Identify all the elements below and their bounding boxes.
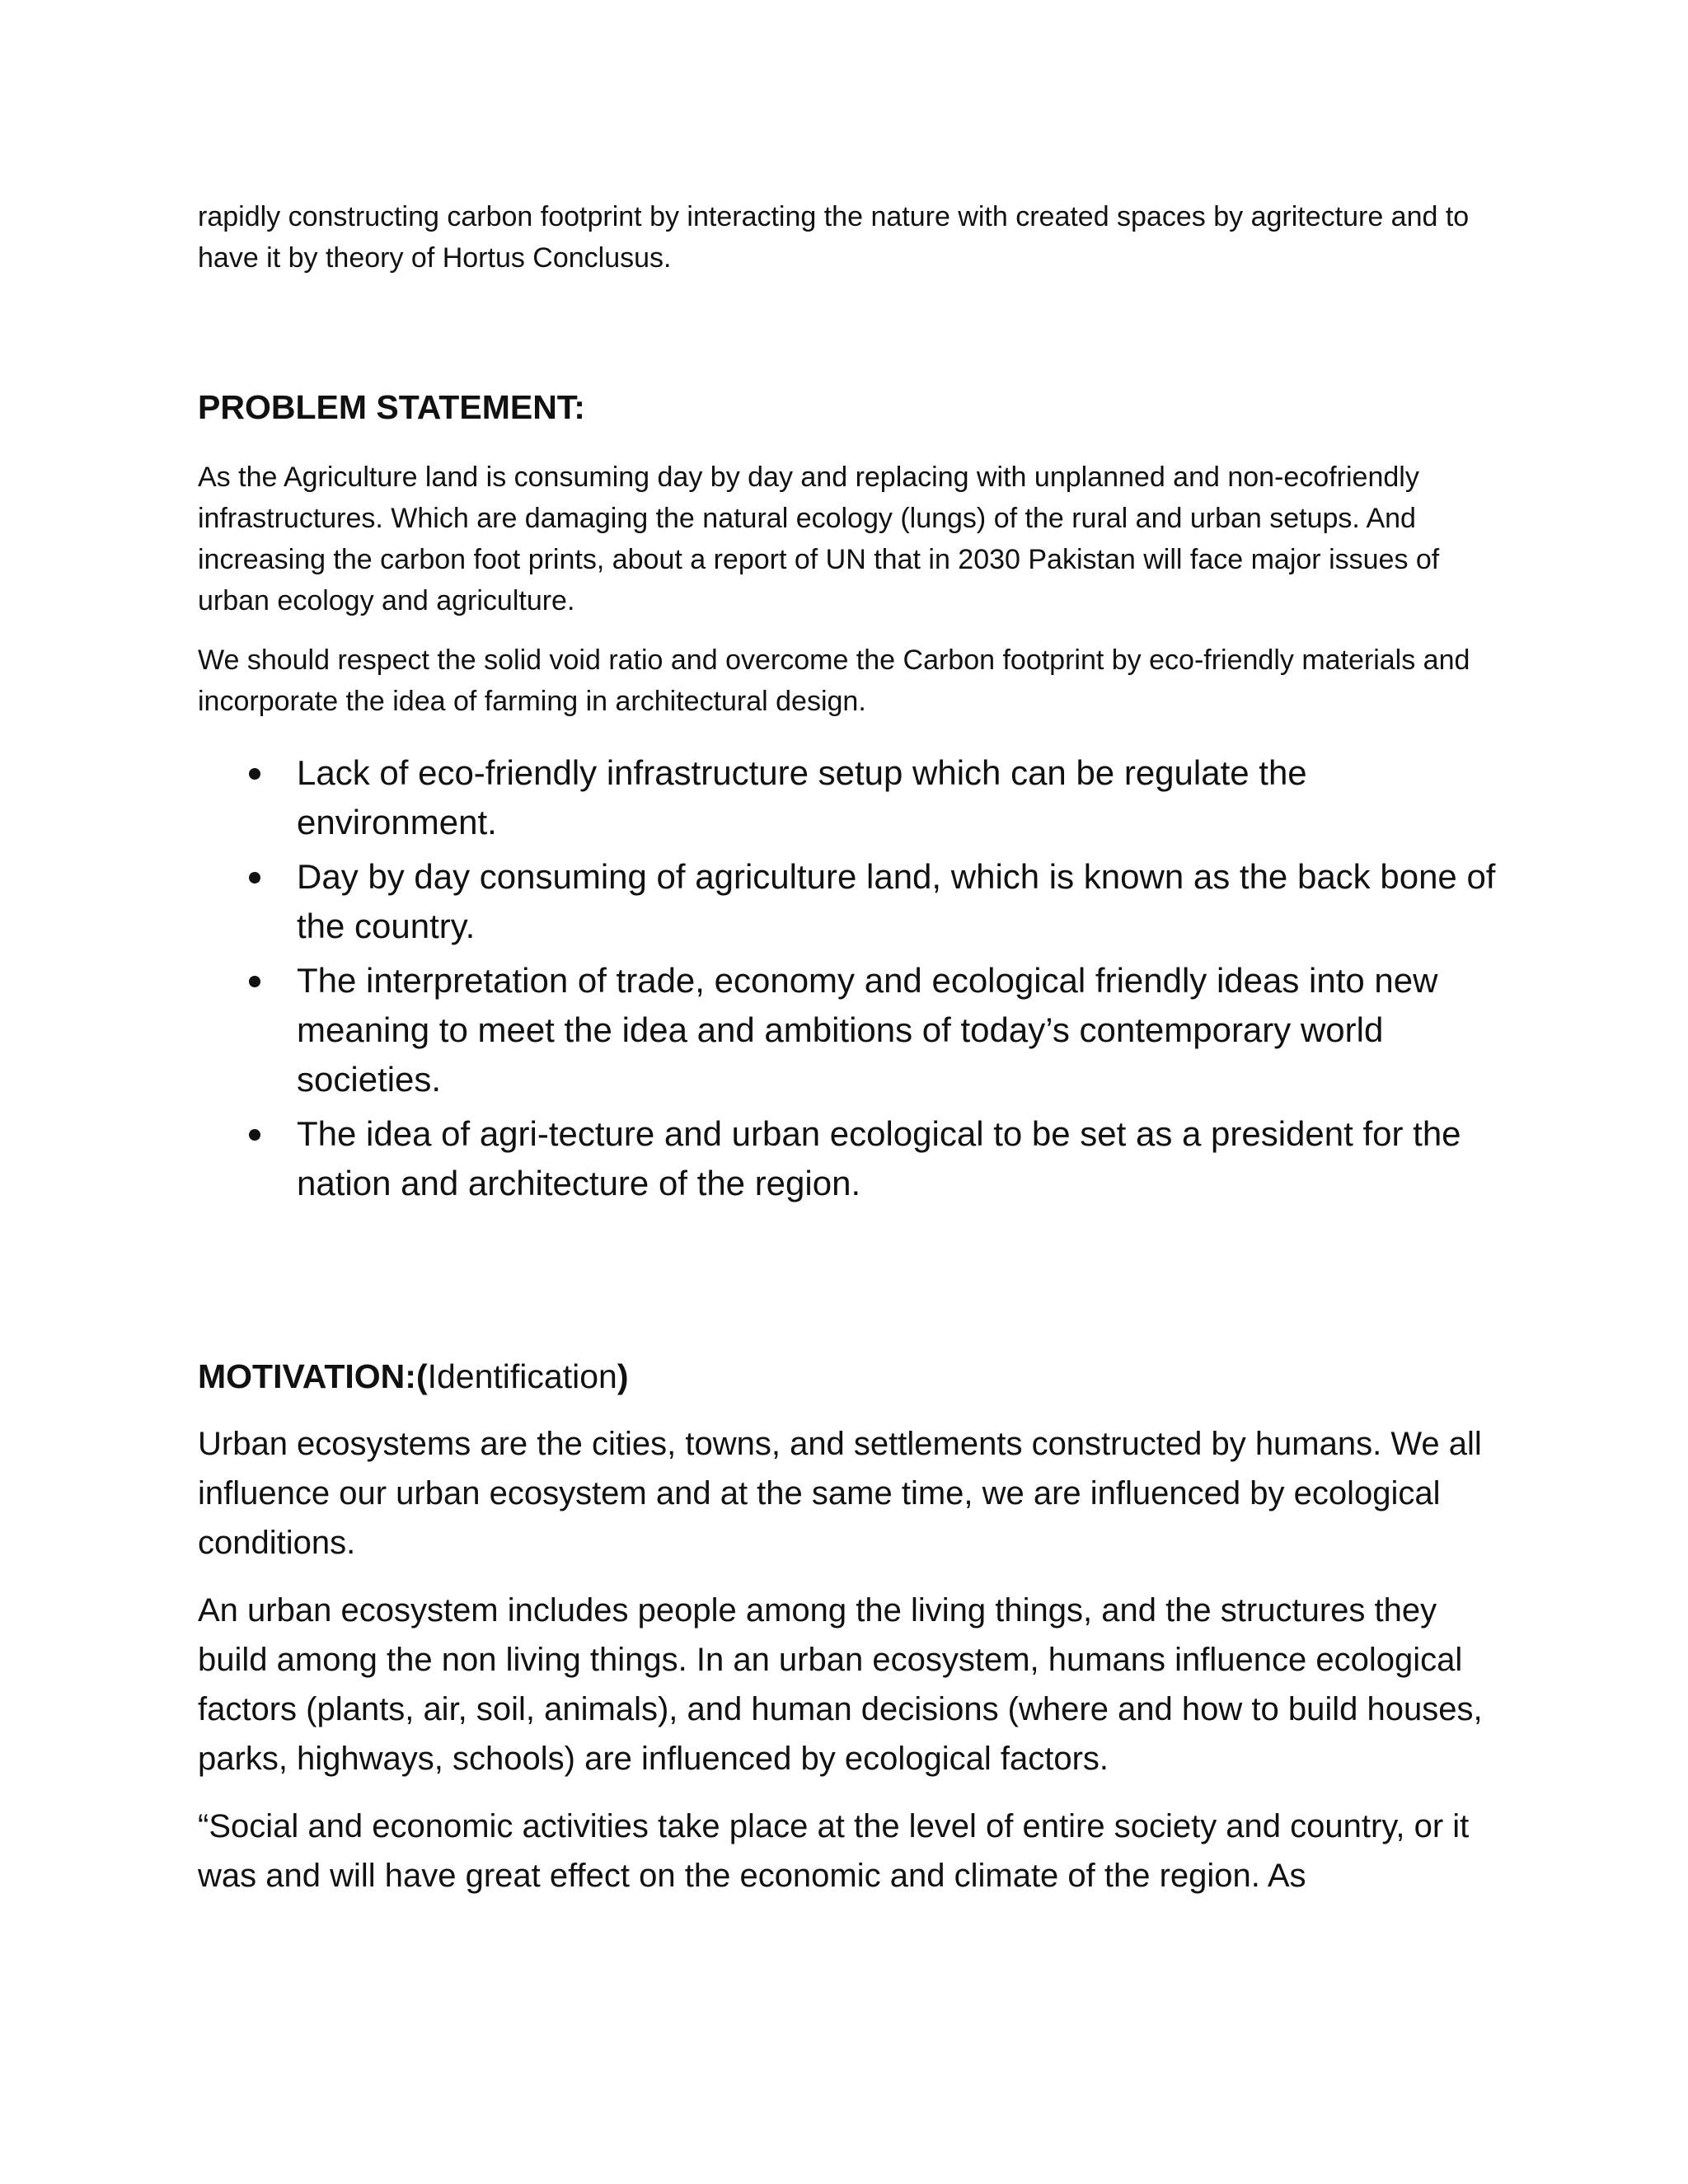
motivation-heading [198, 1355, 1500, 1398]
bullet-text: The interpretation of trade, economy and ecological friendly ideas into new meaning to meet the idea and ambitions of today’s contemporary world societies. [297, 961, 1438, 1099]
bullet-item [198, 852, 1500, 951]
problem-paragraph-2: We should respect the solid void ratio and overcome the Carbon footprint by eco-friendly materials and incorporate the idea of farming in architectural design. [198, 644, 1470, 717]
bullet-icon [249, 976, 260, 987]
motivation-paragraph-2: An urban ecosystem includes people among the living things, and the structures they build among the non living things. In an urban ecosystem, humans influence ecological factors (plants, air, soil, animals), and human decisions (where and how to build houses, parks, highways, schools) are influenced by ecological factors. [198, 1592, 1483, 1777]
problem-bullet-list [198, 748, 1500, 1208]
bullet-icon [249, 768, 260, 780]
bullet-icon [249, 872, 260, 883]
problem-statement-heading: PROBLEM STATEMENT: [198, 388, 585, 426]
motivation-heading-bold: MOTIVATION:( [198, 1357, 428, 1395]
page-content [198, 196, 1500, 1919]
bullet-text: Day by day consuming of agriculture land, which is known as the back bone of the country. [297, 857, 1496, 945]
bullet-text: Lack of eco-friendly infrastructure setup which can be regulate the environment. [297, 753, 1307, 841]
intro-paragraph: rapidly constructing carbon footprint by interacting the nature with created spaces by agritecture and to have it by theory of Hortus Conclusus. [198, 201, 1470, 274]
bullet-icon [249, 1129, 260, 1141]
bullet-item [198, 748, 1500, 847]
motivation-heading-subtitle: Identification [427, 1357, 617, 1395]
bullet-item [198, 956, 1500, 1104]
motivation-paragraph-3: “Social and economic activities take place at the level of entire society and country, or it was and will have great effect on the economic and climate of the region. As [198, 1808, 1470, 1894]
bullet-item [198, 1109, 1500, 1208]
motivation-paragraph-1: Urban ecosystems are the cities, towns, and settlements constructed by humans. We all influence our urban ecosystem and at the same time, we are influenced by ecological conditions. [198, 1426, 1482, 1561]
problem-paragraph-1: As the Agriculture land is consuming day by day and replacing with unplanned and non-ecofriendly infrastructures. Which are damaging the natural ecology (lungs) of the rural and urban setups. And increasing the carbon foot prints, about a report of UN that in 2030 Pakistan will face major issues of urban ecology and agriculture. [198, 462, 1440, 616]
bullet-text: The idea of agri-tecture and urban ecological to be set as a president for the nation and architecture of the region. [297, 1114, 1461, 1202]
motivation-heading-close: ) [617, 1357, 629, 1395]
